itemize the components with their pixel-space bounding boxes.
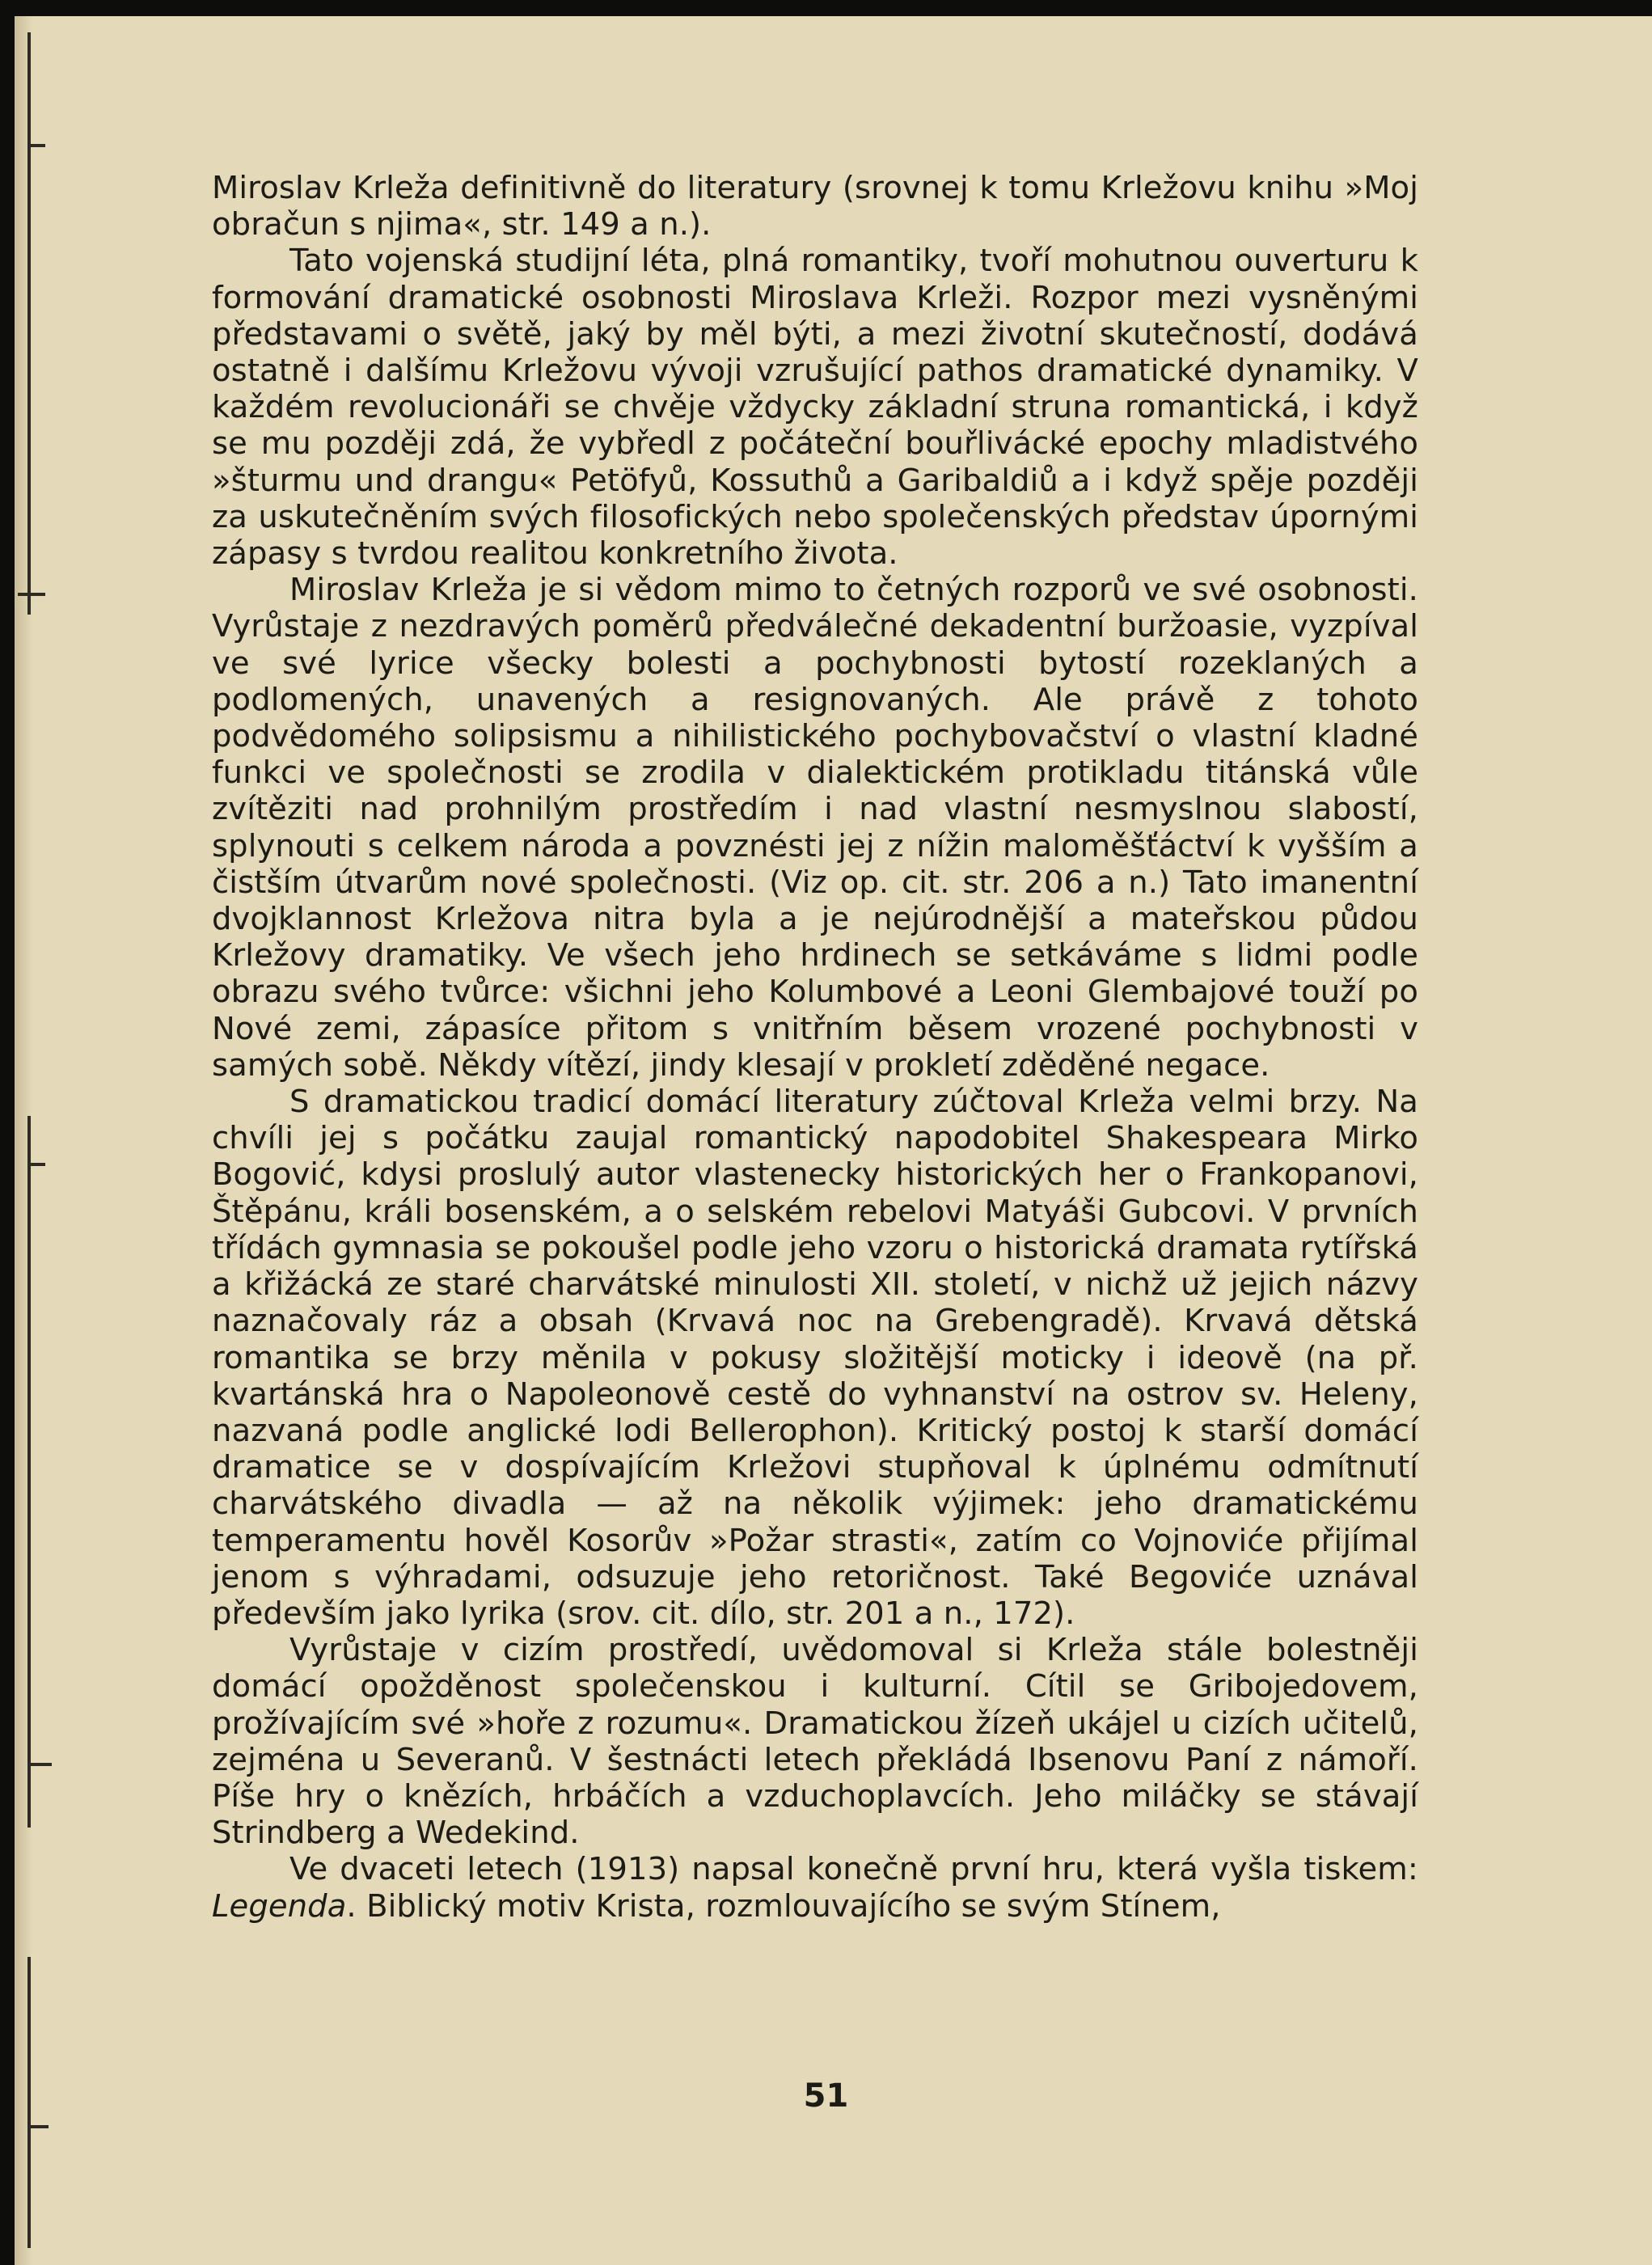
body-text — [212, 170, 1418, 1925]
paragraph: Miroslav Krleža je si vědom mimo to četných rozporů ve své osobnosti. Vyrůstaje z nezdravých poměrů předválečné dekadentní buržoasie, vyzpíval ve své lyrice všecky bolesti a pochybnosti bytostí rozeklaných a podlomených, unavených a resignovaných. Ale právě z tohoto podvědomého solipsismu a nihilistického pochybovačství o vlastní kladné funkci ve společnosti se zrodila v dialektickém protikladu titánská vůle zvítěziti nad prohnilým prostředím i nad vlastní nesmyslnou slabostí, splynouti s celkem národa a povznésti jej z nížin maloměšťáctví k vyšším a čistším útvarům nové společnosti. (Viz op. cit. str. 206 a n.) Tato imanentní dvojklannost Krležova nitra byla a je nejúrodnější a mateřskou půdou Krležovy dramatiky. Ve všech jeho hrdinech se setkáváme s lidmi podle obrazu svého tvůrce: všichni jeho Kolumbové a Leoni Glembajové touží po Nové zemi, zápasíce přitom s vnitřním běsem vrozené pochybnosti v samých sobě. Někdy vítězí, jindy klesají v prokletí zděděné negace. — [212, 572, 1418, 1084]
paragraph: Tato vojenská studijní léta, plná romantiky, tvoří mohutnou ouverturu k formování dramatické osobnosti Miroslava Krleži. Rozpor mezi vysněnými představami o světě, jaký by měl býti, a mezi životní skutečností, dodává ostatně i dalšímu Krležovu vývoji vzrušující pathos dramatické dynamiky. V každém revolucionáři se chvěje vždycky základní struna romantická, i když se mu později zdá, že vybředl z počáteční bouřlivácké epochy mladistvého »šturmu und drangu« Petöfyů, Kossuthů a Garibaldiů a i když spěje později za uskutečněním svých filosofických nebo společenských představ úpornými zápasy s tvrdou realitou konkretního života. — [212, 243, 1418, 573]
binding-edge-line — [27, 1116, 31, 1828]
binding-tick-mark — [27, 1163, 45, 1166]
paragraph-text: . Biblický motiv Krista, rozmlouvajícího se svým Stínem, — [346, 1887, 1221, 1925]
paragraph — [212, 1851, 1418, 1924]
binding-tick-mark — [18, 593, 45, 596]
paragraph: Miroslav Krleža definitivně do literatury (srovnej k tomu Krležovu knihu »Moj obračun s njima«, str. 149 a n.). — [212, 170, 1418, 243]
paragraph-text: Ve dvaceti letech (1913) napsal konečně první hru, která vyšla tiskem: — [289, 1851, 1418, 1888]
play-title: Legenda — [212, 1887, 347, 1925]
page-number: 51 — [803, 2077, 849, 2115]
binding-tick-mark — [27, 1763, 52, 1766]
binding-edge-line — [27, 32, 31, 615]
paragraph: Vyrůstaje v cizím prostředí, uvědomoval si Krleža stále bolestněji domácí opožděnost společenskou i kulturní. Cítil se Gribojedovem, prožívajícím své »hoře z rozumu«. Dramatickou žízeň ukájel u cizích učitelů, zejména u Severanů. V šestnácti letech překládá Ibsenovu Paní z námoří. Píše hry o knězích, hrbáčích a vzduchoplavcích. Jeho miláčky se stávají Strindberg a Wedekind. — [212, 1632, 1418, 1852]
binding-tick-mark — [27, 144, 45, 147]
paragraph: S dramatickou tradicí domácí literatury zúčtoval Krleža velmi brzy. Na chvíli jej s počátku zaujal romantický napodobitel Shakespeara Mirko Bogović, kdysi proslulý autor vlastenecky historických her o Frankopanovi, Štěpánu, králi bosenském, a o selském rebelovi Matyáši Gubcovi. V prvních třídách gymnasia se pokoušel podle jeho vzoru o historická dramata rytířská a křižácká ze staré charvátské minulosti XII. století, v nichž už jejich názvy naznačovaly ráz a obsah (Krvavá noc na Grebengradě). Krvavá dětská romantika se brzy měnila v pokusy složitější moticky i ideově (na př. kvartánská hra o Napoleonově cestě do vyhnanství na ostrov sv. Heleny, nazvaná podle anglické lodi Bellerophon). Kritický postoj k starší domácí dramatice se v dospívajícím Krležovi stupňoval k úplnému odmítnutí charvátského divadla — až na několik výjimek: jeho dramatickému temperamentu hověl Kosorův »Požar strasti«, zatím co Vojnoviće přijímal jenom s výhradami, odsuzuje jeho retoričnost. Také Begoviće uznával především jako lyrika (srov. cit. dílo, str. 201 a n., 172). — [212, 1084, 1418, 1632]
binding-tick-mark — [27, 2125, 49, 2128]
